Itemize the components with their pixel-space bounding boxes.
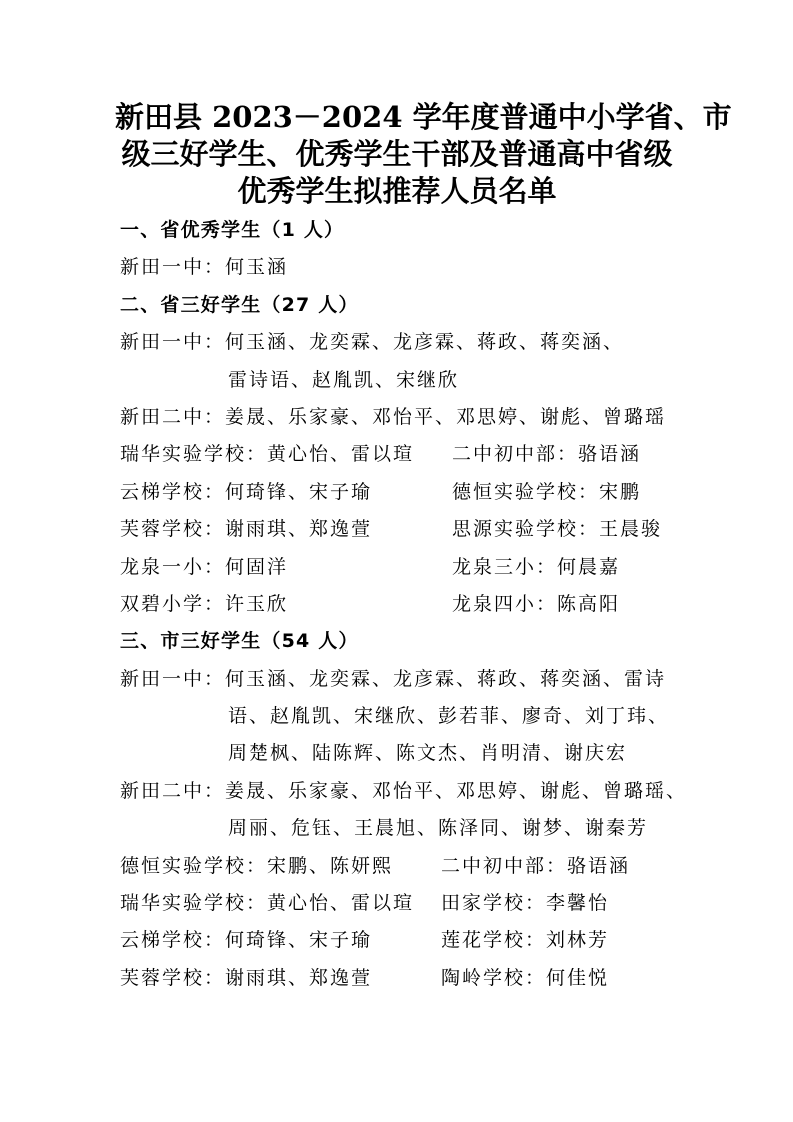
school-row <box>120 885 680 922</box>
school-row <box>120 960 680 997</box>
document-title <box>115 99 732 210</box>
section-heading: 二、省三好学生（27 人） <box>120 293 359 316</box>
school-row <box>120 922 680 959</box>
school-row <box>120 324 680 361</box>
school-entry-right: 陶岭学校：何佳悦 <box>441 966 610 989</box>
title-line: 新田县 2023－2024 学年度普通中小学省、市 <box>115 100 732 134</box>
school-row <box>120 661 680 698</box>
continuation-row <box>120 698 680 735</box>
school-entry-right: 二中初中部：骆语涵 <box>452 443 642 466</box>
school-entry-left: 双碧小学：许玉欣 <box>120 592 289 615</box>
school-row <box>120 436 680 473</box>
school-entry-right: 田家学校：李馨怡 <box>441 892 610 915</box>
names-continuation: 雷诗语、赵胤凯、宋继欣 <box>228 368 460 391</box>
school-entry-right: 德恒实验学校：宋鹏 <box>452 480 642 503</box>
names-continuation: 语、赵胤凯、宋继欣、彭若菲、廖奇、刘丁玮、 <box>228 705 670 728</box>
school-entry-left: 瑞华实验学校：黄心怡、雷以瑄 <box>120 443 415 466</box>
school-entry: 新田一中：何玉涵、龙奕霖、龙彦霖、蒋政、蒋奕涵、雷诗 <box>120 667 667 690</box>
school-row <box>120 399 680 436</box>
continuation-row <box>120 362 680 399</box>
school-entry-left: 云梯学校：何琦锋、宋子瑜 <box>120 480 373 503</box>
section-provincial-excellent-students <box>120 212 680 287</box>
school-entry-left: 芙蓉学校：谢雨琪、郑逸萱 <box>120 518 373 541</box>
school-entry-right: 思源实验学校：王晨骏 <box>452 518 663 541</box>
school-row <box>120 586 680 623</box>
school-entry-right: 二中初中部：骆语涵 <box>441 854 631 877</box>
school-entry-left: 龙泉一小：何固洋 <box>120 555 289 578</box>
names-continuation: 周楚枫、陆陈辉、陈文杰、肖明清、谢庆宏 <box>228 742 628 765</box>
continuation-row <box>120 735 680 772</box>
school-entry-left: 瑞华实验学校：黄心怡、雷以瑄 <box>120 892 415 915</box>
school-entry: 新田二中：姜晟、乐家豪、邓怡平、邓思婷、谢彪、曾璐瑶 <box>120 405 667 428</box>
school-entry-left: 芙蓉学校：谢雨琪、郑逸萱 <box>120 966 373 989</box>
school-row <box>120 474 680 511</box>
names-continuation: 周丽、危钰、王晨旭、陈泽同、谢梦、谢秦芳 <box>228 817 649 840</box>
school-entry: 新田二中：姜晟、乐家豪、邓怡平、邓思婷、谢彪、曾璐瑶、 <box>120 779 688 802</box>
school-entry-right: 龙泉三小：何晨嘉 <box>452 555 621 578</box>
school-entry: 新田一中：何玉涵 <box>120 256 289 279</box>
school-row <box>120 511 680 548</box>
school-row <box>120 549 680 586</box>
title-line: 优秀学生拟推荐人员名单 <box>237 174 557 208</box>
section-heading: 一、省优秀学生（1 人） <box>120 219 345 241</box>
school-entry-right: 莲花学校：刘林芳 <box>441 929 610 952</box>
school-entry-right: 龙泉四小：陈高阳 <box>452 592 621 615</box>
school-entry-left: 云梯学校：何琦锋、宋子瑜 <box>120 929 373 952</box>
school-row <box>120 848 680 885</box>
continuation-row <box>120 810 680 847</box>
school-entry: 新田一中：何玉涵、龙奕霖、龙彦霖、蒋政、蒋奕涵、 <box>120 331 625 354</box>
section-city-merit-students <box>120 623 688 997</box>
title-line: 级三好学生、优秀学生干部及普通高中省级 <box>121 137 673 171</box>
section-provincial-merit-students <box>120 287 680 624</box>
section-heading: 三、市三好学生（54 人） <box>120 630 359 653</box>
school-entry-left: 德恒实验学校：宋鹏、陈妍熙 <box>120 854 394 877</box>
document-body <box>120 212 688 997</box>
school-row <box>120 249 680 286</box>
school-row <box>120 773 688 810</box>
